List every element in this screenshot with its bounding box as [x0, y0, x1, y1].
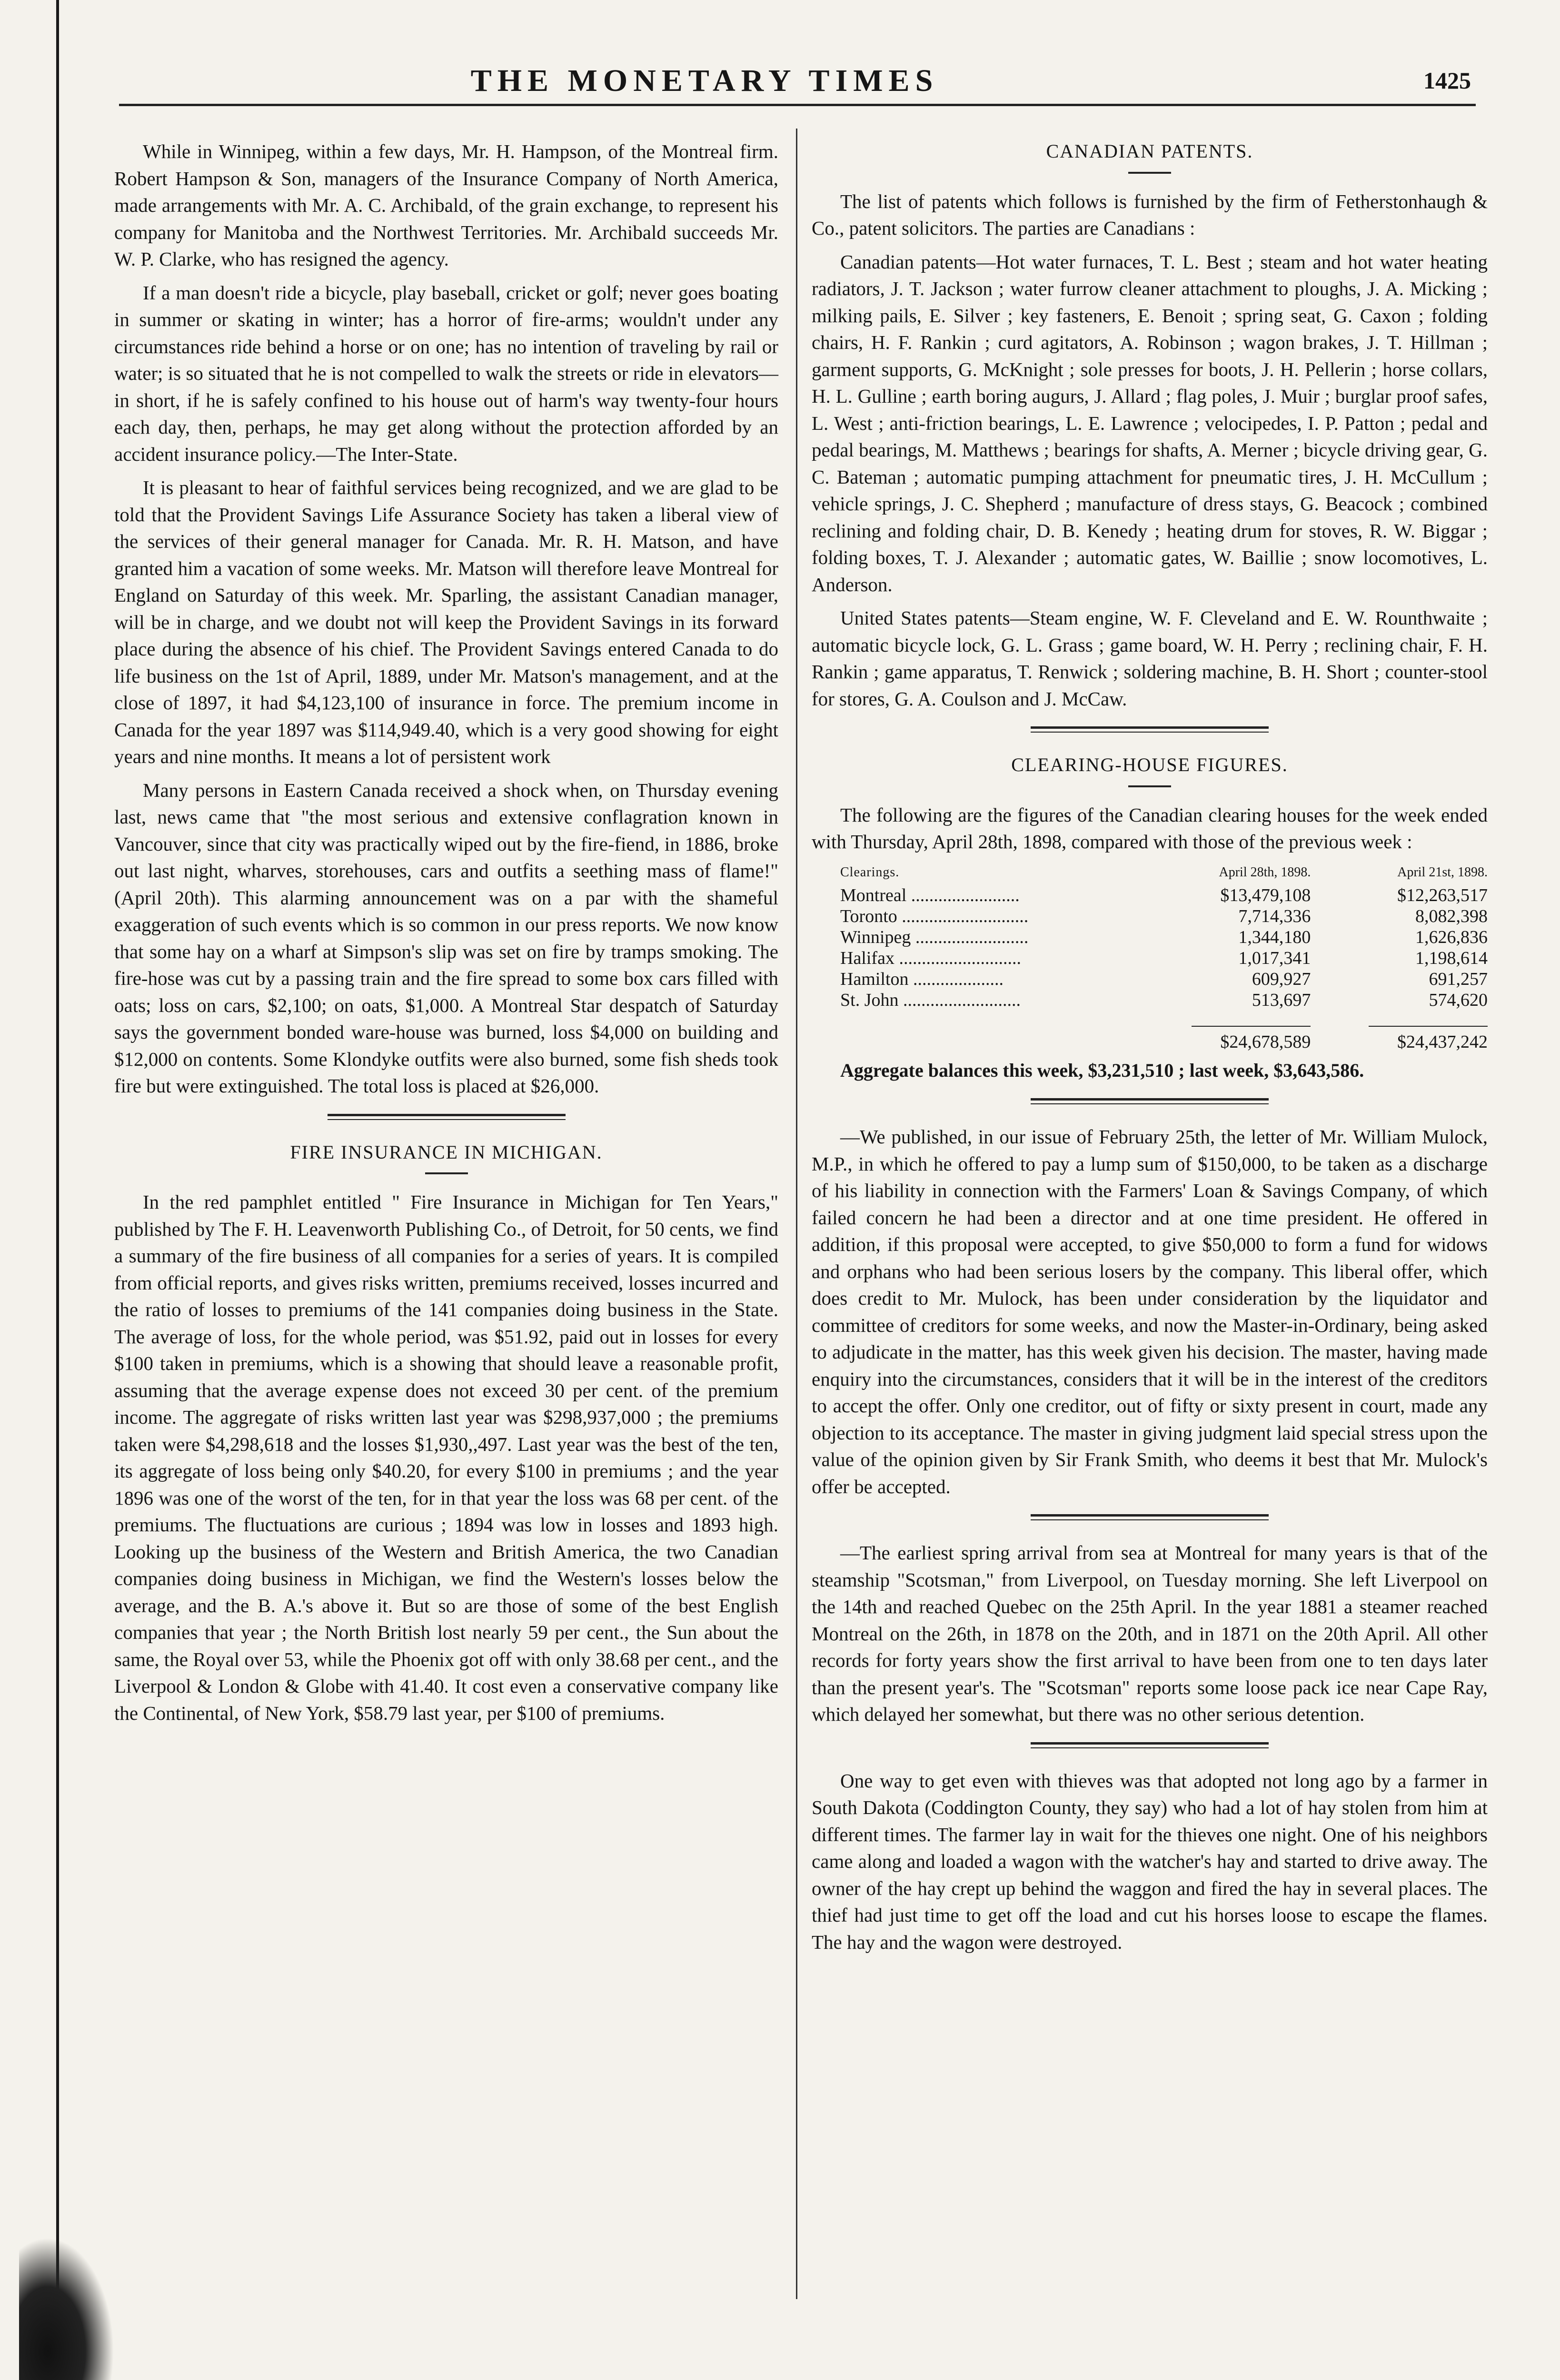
aggregate-balances: Aggregate balances this week, $3,231,510 ; last week, $3,643,586. — [840, 1059, 1364, 1081]
table-row — [812, 927, 1488, 948]
page-number: 1425 — [1423, 67, 1471, 94]
table-row — [812, 990, 1488, 1011]
column-divider — [796, 129, 797, 2299]
this-week-cell: 1,017,341 — [1238, 948, 1311, 968]
heading-rule — [1128, 785, 1171, 787]
heading-rule — [1128, 172, 1171, 174]
scan-smudge — [19, 2237, 114, 2380]
table-row — [812, 969, 1488, 990]
michigan-paragraph: In the red pamphlet entitled " Fire Insurance in Michigan for Ten Years," published by The F. H. Leavenworth Publishing Co., of Detroit, for 50 cents, we find a summary of the fire business of all companies for a series of years. It is compiled from official reports, and gives risks written, premiums received, losses incurred and the ratio of losses to premiums of the 141 companies doing business in the State. The average of loss, for the whole period, was $51.92, paid out in losses for every $100 taken in premiums, which is a showing that should leave a reasonable profit, assuming that the average expense does not exceed 30 per cent. of the premium income. The aggregate of risks written last year was $298,937,000 ; the premiums taken were $4,298,618 and the losses $1,930,,497. Last year was the best of the ten, its aggregate of loss being only $40.20, for every $100 in premiums ; and the year 1896 was one of the worst of the ten, for in that year the loss was 68 per cent. of the premiums. The fluctuations are curious ; 1894 was low in losses and 1893 high. Looking up the business of the Western and British America, the two Canadian companies doing business in Michigan, we find the Western's losses below the average, and the B. A.'s above it. But so are those of some of the best English companies that year ; the North British lost nearly 59 per cent., the Sun about the same, the Royal over 53, while the Phoenix got off with only 38.68 per cent., and the Liverpool & London & Globe with 41.40. It cost even a conservative company like the Continental, of New York, $58.79 last year, per $100 of premiums. — [114, 1191, 778, 1724]
fire-insurance-heading: FIRE INSURANCE IN MICHIGAN. — [290, 1141, 603, 1163]
last-week-cell: $12,263,517 — [1397, 885, 1488, 905]
total-this-week: $24,678,589 — [1220, 1031, 1311, 1052]
provident-savings-paragraph: It is pleasant to hear of faithful services being recognized, and we are glad to be told that the Provident Savings Life Assurance Society has taken a liberal view of the services of their general manager for Canada. Mr. R. H. Matson, and have granted him a vacation of some weeks. Mr. Matson will therefore leave Montreal for England on Saturday of this week. Mr. Sparling, the assistant Canadian manager, will be in charge, and we doubt not will keep the Provident Savings in its forward place during the absence of his chief. The Provident Savings entered Canada to do life business on the 1st of April, 1889, under Mr. Matson's management, and at the close of 1897, it had $4,123,100 of insurance in force. The premium income in Canada for the year 1897 was $114,949.40, which is a very good showing for eight years and nine months. It means a lot of persistent work — [114, 476, 778, 767]
last-week-cell: 1,198,614 — [1415, 948, 1488, 968]
last-week-cell: 1,626,836 — [1415, 927, 1488, 947]
last-week-cell: 691,257 — [1429, 969, 1488, 989]
total-rule-row — [812, 1011, 1488, 1031]
clearing-house-intro: The following are the figures of the Canadian clearing houses for the week ended with Thursday, April 28th, 1898, compared with those of the previous week : — [812, 803, 1488, 853]
last-week-cell: 8,082,398 — [1415, 906, 1488, 926]
left-column — [114, 138, 778, 1733]
accident-insurance-paragraph: If a man doesn't ride a bicycle, play baseball, cricket or golf; never goes boating in summer or skating in winter; has a horror of fire-arms; wouldn't under any circumstances ride behind a horse or on one; has no intention of traveling by rail or water; is so situated that he is not compelled to walk the streets or ride in elevators—in short, if he is safely confined to his house out of harm's way twenty-four hours each day, then, perhaps, he may get along without the protection afforded by an accident insurance policy.—The Inter-State. — [114, 281, 778, 465]
this-week-cell: 1,344,180 — [1238, 927, 1311, 947]
city-cell: Winnipeg ......................... — [840, 927, 1029, 947]
right-column — [812, 138, 1488, 1962]
heading-rule — [425, 1172, 468, 1174]
section-divider — [1031, 1098, 1269, 1104]
table-row — [812, 948, 1488, 969]
table-header-row — [812, 862, 1488, 885]
patents-intro: The list of patents which follows is furnished by the firm of Fetherstonhaugh & Co., patent solicitors. The parties are Canadians : — [812, 190, 1488, 239]
masthead — [124, 63, 1471, 110]
scotsman-paragraph: —The earliest spring arrival from sea at Montreal for many years is that of the steamship "Scotsman," from Liverpool, on Tuesday morning. She left Liverpool on the 14th and reached Quebec on the 25th April. In the year 1881 a steamer reached Montreal on the 26th, in 1878 on the 20th, and in 1871 on the 20th April. All other records for forty years show the first arrival to have been from one to ten days later than the present year's. The "Scotsman" reports some loose pack ice near Cape Ray, which delayed her somewhat, but there was no other serious detention. — [812, 1542, 1488, 1725]
table-row — [812, 885, 1488, 906]
last-week-cell: 574,620 — [1429, 990, 1488, 1010]
city-cell: Montreal ........................ — [840, 885, 1020, 905]
column-header-clearings: Clearings. — [840, 864, 900, 880]
this-week-cell: 609,927 — [1252, 969, 1311, 989]
publication-title: THE MONETARY TIMES — [470, 63, 939, 98]
table-row — [812, 906, 1488, 927]
mulock-paragraph: —We published, in our issue of February 25th, the letter of Mr. William Mulock, M.P., in which he offered to pay a lump sum of $150,000, to be taken as a discharge of his liability in connection with the Farmers' Loan & Savings Company, of which failed concern he had been a director and at one time president. He offered in addition, if this proposal were accepted, to give $50,000 to form a fund for widows and orphans who had been serious losers by the company. This liberal offer, which does credit to Mr. Mulock, has been under consideration by the liquidator and committee of creditors for some weeks, and now the Master-in-Ordinary, being asked to adjudicate in the matter, has this week given his decision. The master, having made enquiry into the circumstances, considers that it will be in the interest of the creditors to accept the offer. Only one creditor, out of fifty or sixty present in court, made any objection to its acceptance. The master in giving judgment laid special stress upon the value of the opinion given by Sir Frank Smith, who deems it best that Mr. Mulock's offer be accepted. — [812, 1126, 1488, 1497]
city-cell: Halifax ........................... — [840, 948, 1021, 968]
this-week-cell: 7,714,336 — [1238, 906, 1311, 926]
total-row — [812, 1031, 1488, 1052]
section-divider — [1031, 1514, 1269, 1520]
section-divider — [1031, 1742, 1269, 1748]
section-divider — [328, 1114, 566, 1120]
section-divider — [1031, 726, 1269, 733]
this-week-cell: 513,697 — [1252, 990, 1311, 1010]
city-cell: St. John .......................... — [840, 990, 1021, 1010]
page-edge-rule — [56, 0, 59, 2380]
masthead-rule — [119, 104, 1476, 106]
us-patents-list: United States patents—Steam engine, W. F. Cleveland and E. W. Rounthwaite ; automatic bicycle lock, G. L. Grass ; game board, W. H. Perry ; reclining chair, F. H. Rankin ; game apparatus, T. Renwick ; soldering machine, B. H. Short ; counter-stool for stores, G. A. Coulson and J. McCaw. — [812, 607, 1488, 710]
hampson-paragraph: While in Winnipeg, within a few days, Mr. H. Hampson, of the Montreal firm. Robert Hampson & Son, managers of the Insurance Company of North America, made arrangements with Mr. A. C. Archibald, of the grain exchange, to represent his company for Manitoba and the Northwest Territories. Mr. Archibald succeeds Mr. W. P. Clarke, who has resigned the agency. — [114, 140, 778, 270]
canadian-patents-heading: CANADIAN PATENTS. — [1046, 140, 1253, 162]
column-header-this-week: April 28th, 1898. — [1219, 864, 1311, 880]
column-header-last-week: April 21st, 1898. — [1397, 864, 1488, 880]
vancouver-fire-paragraph: Many persons in Eastern Canada received a shock when, on Thursday evening last, news came that "the most serious and extensive conflagration known in Vancouver, since that city was practically wiped out by the fire-fiend, in 1886, broke out last night, wharves, storehouses, cars and outfits a seething mass of flame!" (April 20th). This alarming announcement was on a par with the shameful exaggeration of such events which is so common in our press reports. We now know that some hay on a wharf at Simpson's slip was set on fire by tramps smoking. The fire-hose was cut by a passing train and the fire spread to some box cars filled with oats; loss on cars, $2,100; on oats, $1,000. A Montreal Star despatch of Saturday says the government bonded ware-house was burned, loss $4,000 on building and $12,000 on contents. Some Klondyke outfits were also burned, some fish sheds took fire but were extinguished. The total loss is placed at $26,000. — [114, 779, 778, 1097]
clearing-house-table — [812, 862, 1488, 1052]
canadian-patents-list: Canadian patents—Hot water furnaces, T. L. Best ; steam and hot water heating radiators, J. T. Jackson ; water furrow cleaner attachment to ploughs, J. A. Micking ; milking pails, E. Silver ; key fasteners, E. Benoit ; spring seat, G. Caxon ; folding chairs, H. F. Rankin ; curd agitators, A. Robinson ; wagon brakes, J. T. Hillman ; garment supports, G. McKnight ; sole presses for boots, J. H. Pellerin ; horse collars, H. L. Gulline ; earth boring augurs, J. Allard ; flag poles, J. Muir ; burglar proof safes, L. West ; anti-friction bearings, L. E. Lawrence ; velocipedes, I. P. Patton ; pedal and pedal bearings, M. Matthews ; bearings for shafts, A. Merner ; bicycle driving gear, G. C. Bateman ; automatic pumping attachment for pneumatic tires, J. H. McCullum ; vehicle springs, J. C. Shepherd ; manufacture of dress stays, G. Beacock ; combined reclining and folding chair, D. B. Kenedy ; heating drum for stoves, R. W. Biggar ; folding boxes, T. J. Alexander ; automatic gates, W. Baillie ; snow locomotives, L. Anderson. — [812, 250, 1488, 595]
this-week-cell: $13,479,108 — [1220, 885, 1311, 905]
hay-thieves-paragraph: One way to get even with thieves was that adopted not long ago by a farmer in South Dakota (Coddington County, they say) who had a lot of hay stolen from him at different times. The farmer lay in wait for the thieves one night. One of his neighbors came along and loaded a wagon with the watcher's hay and started to drive away. The owner of the hay crept up behind the waggon and fired the hay in several places. The thief had just time to get off the load and cut his horses loose to escape the flames. The hay and the wagon were destroyed. — [812, 1769, 1488, 1953]
city-cell: Toronto ............................ — [840, 906, 1029, 926]
city-cell: Hamilton .................... — [840, 969, 1004, 989]
clearing-house-heading: CLEARING-HOUSE FIGURES. — [1011, 754, 1288, 775]
total-last-week: $24,437,242 — [1397, 1031, 1488, 1052]
